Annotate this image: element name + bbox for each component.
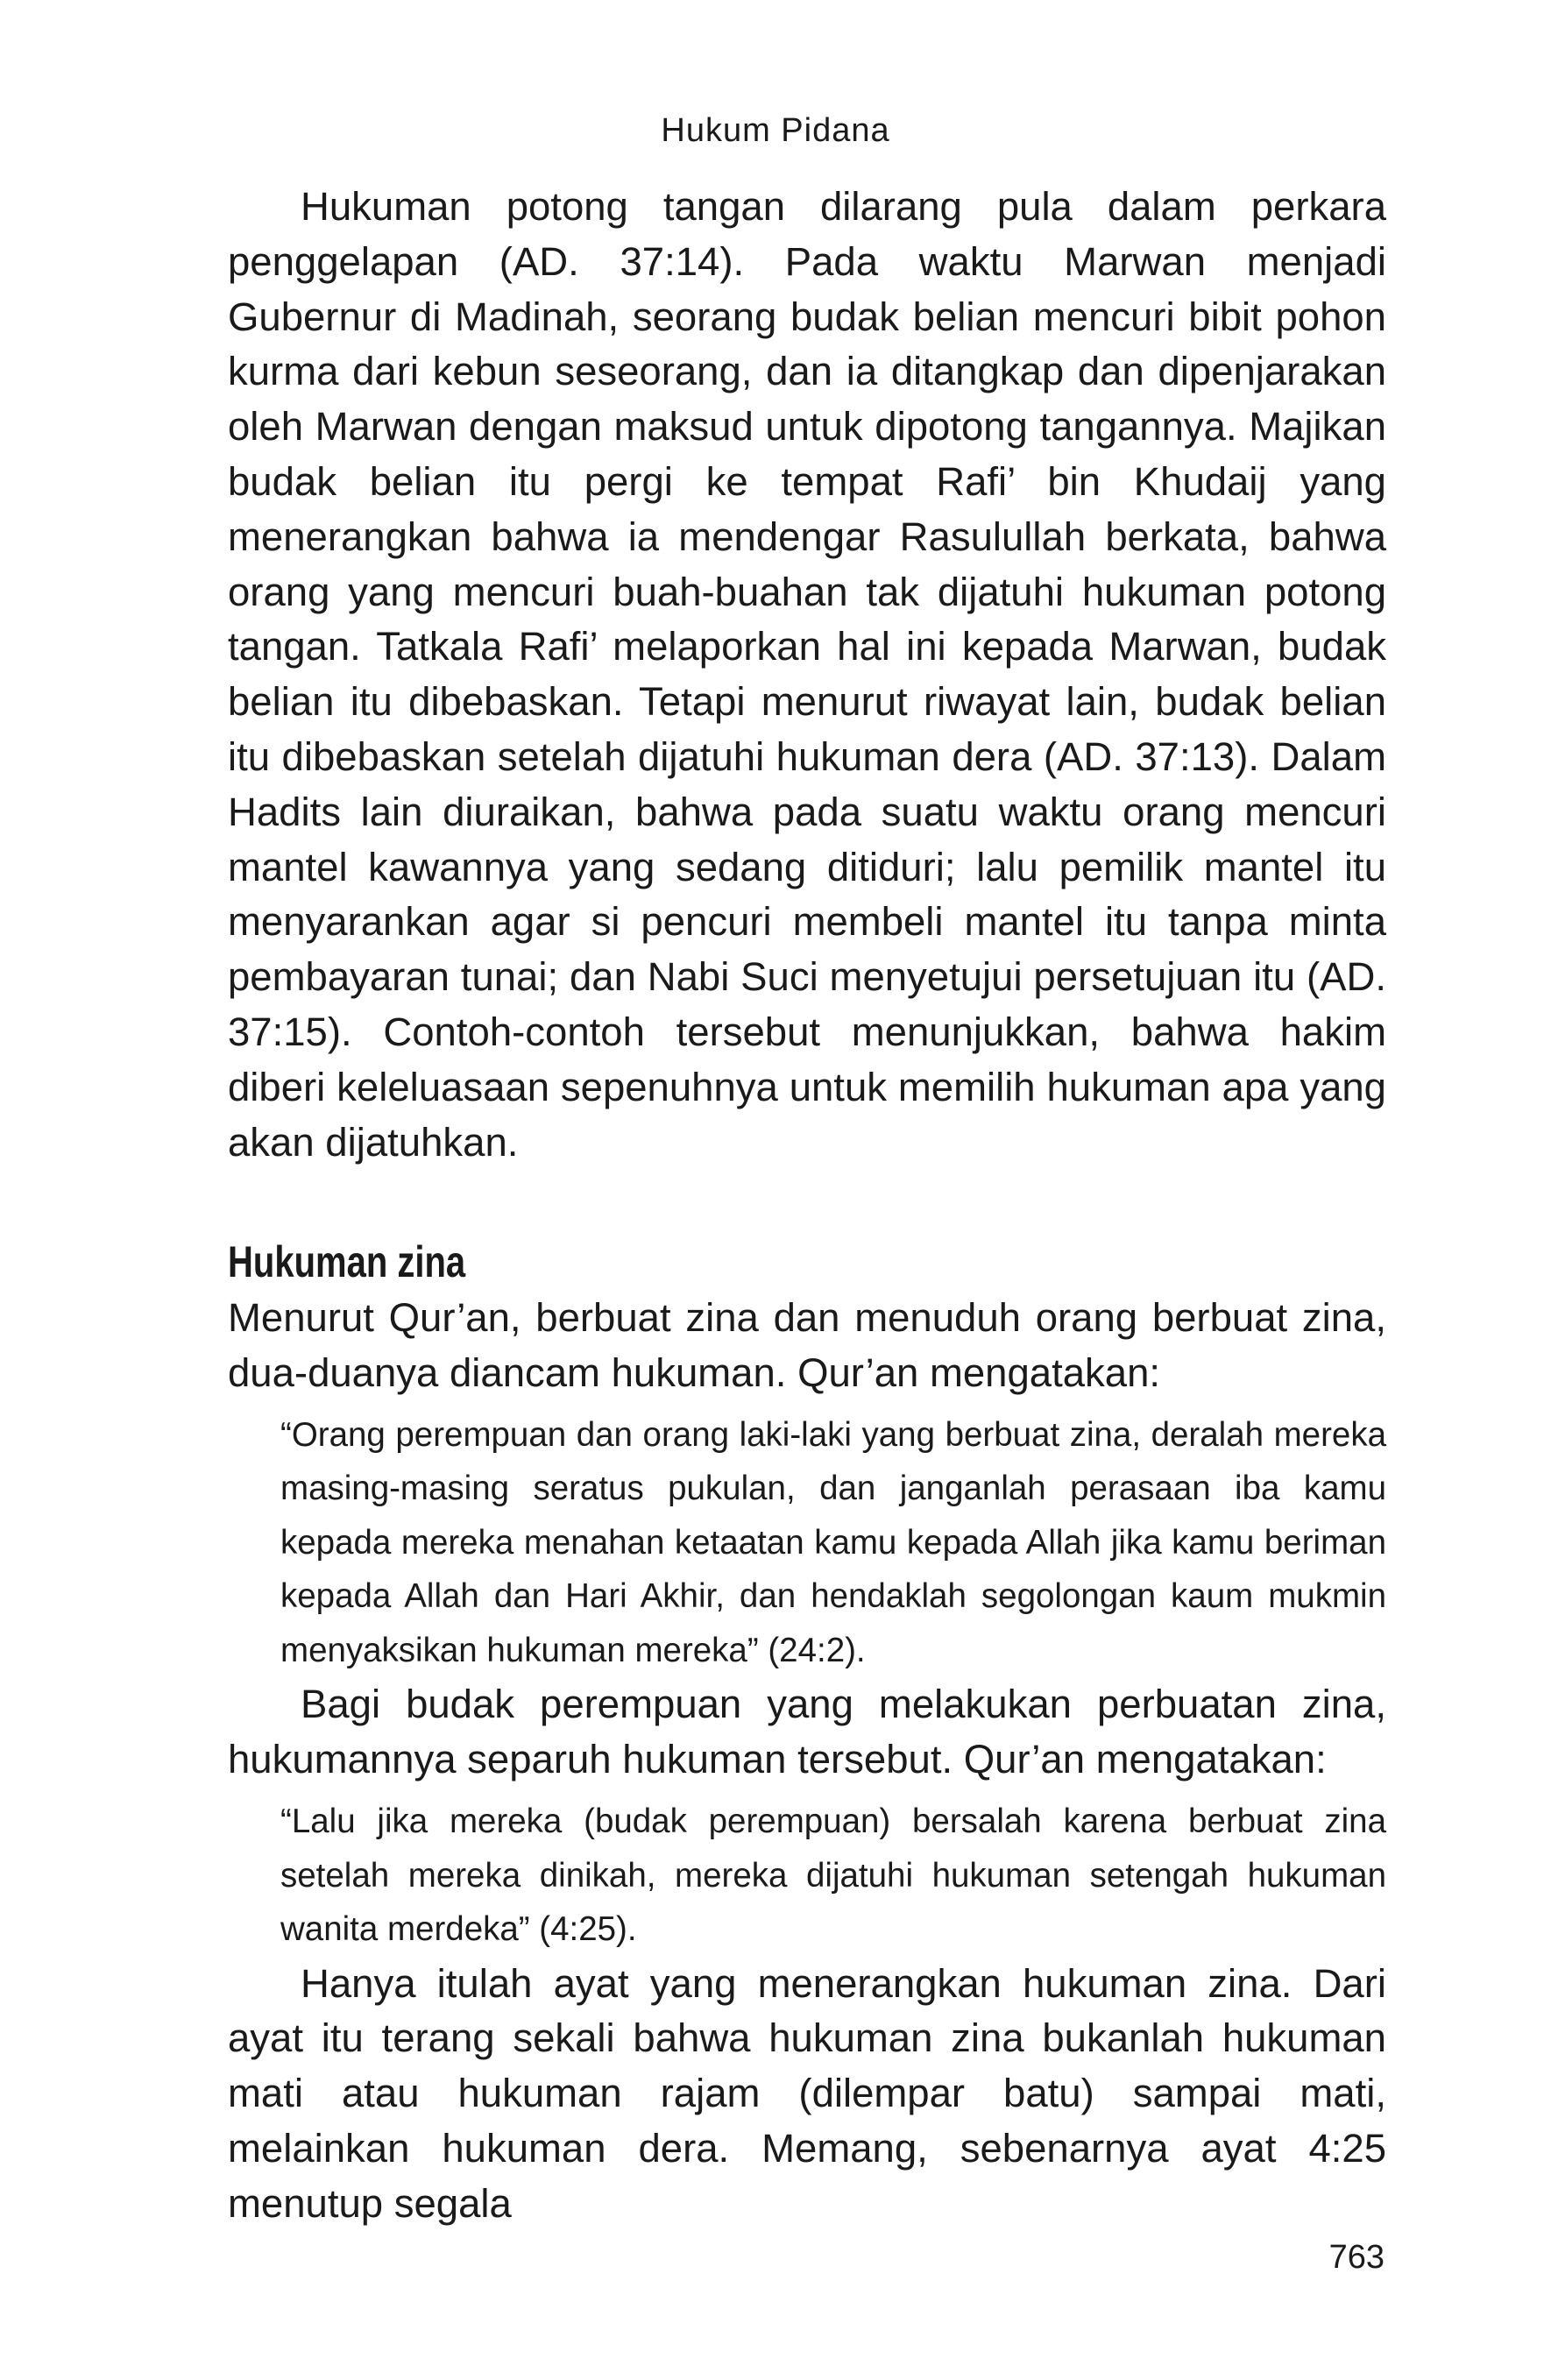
paragraph-slave-woman: Bagi budak perempuan yang melakukan perbuatan zina, hukumannya separuh hukuman tersebut. Qur’an mengatakan: <box>228 1682 1386 1782</box>
page-number: 763 <box>1328 2239 1385 2276</box>
quote-24-2: “Orang perempuan dan orang laki-laki yang berbuat zina, deralah mereka masing-masing seratus pukulan, dan janganlah perasaan iba kamu kepada mereka menahan ketaatan kamu kepada Allah jika kamu beriman kepada Allah dan Hari Akhir, dan hendaklah segolongan kaum mukmin menyaksikan hukuman mereka” (24:2). <box>280 1415 1386 1669</box>
page-content <box>228 180 1386 2232</box>
quote-4-25: “Lalu jika mereka (budak perempuan) bersalah karena berbuat zina setelah mereka dinikah, mereka dijatuhi hukuman setengah hukuman wanita merdeka” (4:25). <box>280 1803 1386 1949</box>
running-header: Hukum Pidana <box>661 112 890 149</box>
paragraph-embezzlement: Hukuman potong tangan dilarang pula dalam perkara penggelapan (AD. 37:14). Pada waktu Marwan menjadi Gubernur di Madinah, seorang budak belian mencuri bibit pohon kurma dari kebun seseorang, dan ia ditangkap dan dipenjarakan oleh Marwan dengan maksud untuk dipotong tangannya. Majikan budak belian itu pergi ke tempat Rafi’ bin Khudaij yang menerangkan bahwa ia mendengar Rasulullah berkata, bahwa orang yang mencuri buah-buahan tak dijatuhi hukuman potong tangan. Tatkala Rafi’ melaporkan hal ini kepada Marwan, budak belian itu dibebaskan. Tetapi menurut riwayat lain, budak belian itu dibebaskan setelah dijatuhi hukuman dera (AD. 37:13). Dalam Hadits lain diuraikan, bahwa pada suatu waktu orang mencuri mantel kawannya yang sedang ditiduri; lalu pemilik mantel itu menyarankan agar si pencuri membeli mantel itu tanpa minta pembayaran tunai; dan Nabi Suci menyetujui persetujuan itu (AD. 37:15). Contoh-contoh tersebut menunjukkan, bahwa hakim diberi keleluasaan sepenuhnya untuk memilih hukuman apa yang akan dijatuhkan. <box>228 184 1386 1165</box>
paragraph-punishment-conclusion: Hanya itulah ayat yang menerangkan hukuman zina. Dari ayat itu terang sekali bahwa hukuman zina bukanlah hukuman mati atau hukuman rajam (dilempar batu) sampai mati, melainkan hukuman dera. Memang, sebenarnya ayat 4:25 menutup segala <box>228 1960 1386 2226</box>
section-heading-zina: Hukuman zina <box>228 1237 466 1287</box>
paragraph-zina-intro: Menurut Qur’an, berbuat zina dan menuduh orang berbuat zina, dua-duanya diancam hukuman. Qur’an mengatakan: <box>228 1295 1386 1396</box>
